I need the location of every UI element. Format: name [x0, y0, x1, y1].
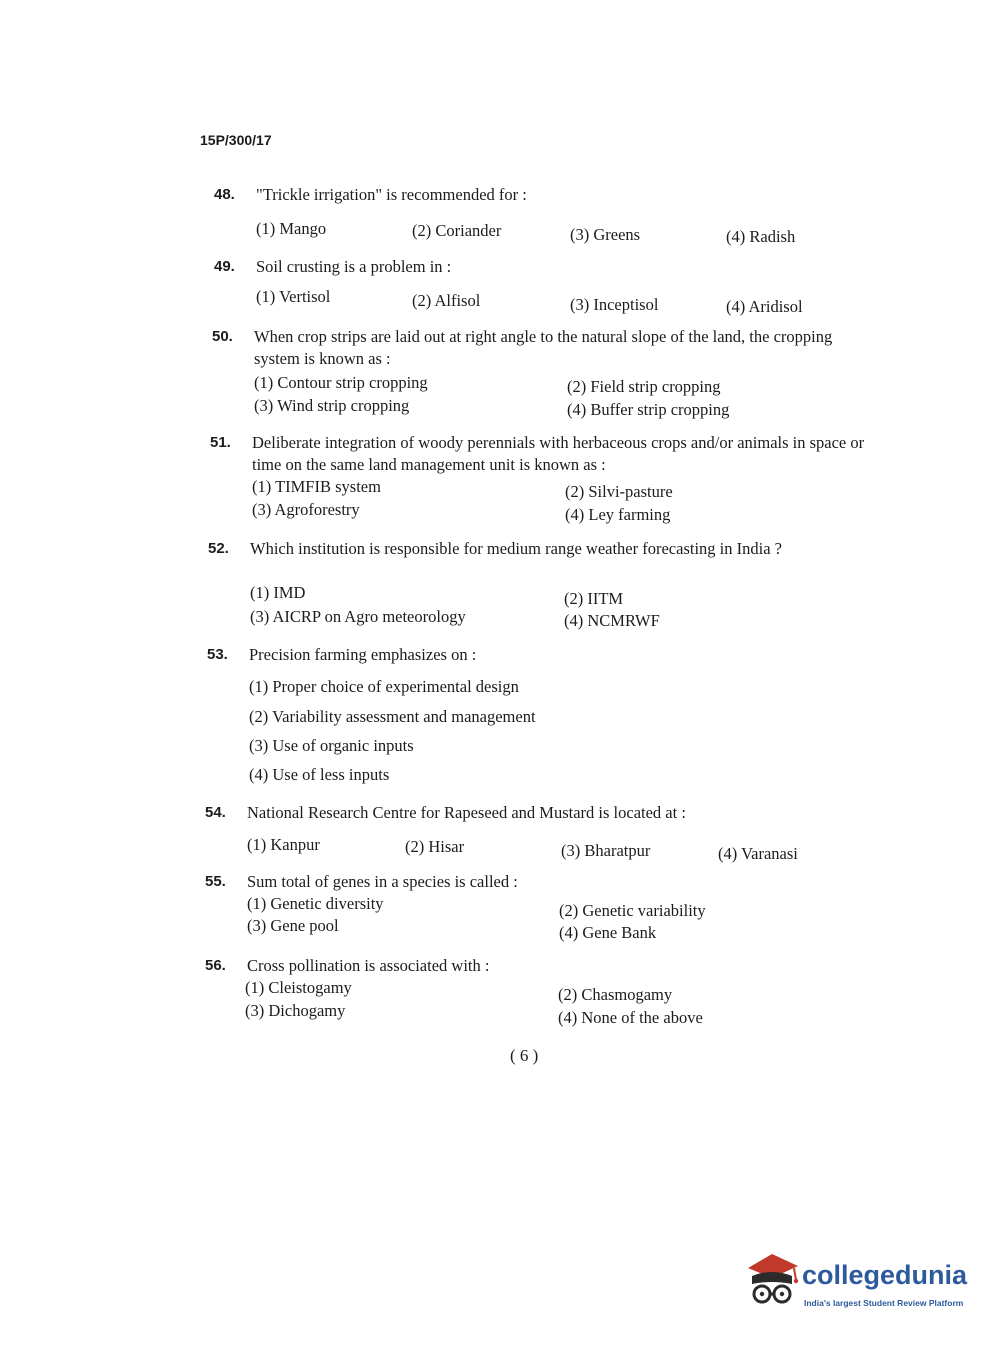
question-text: When crop strips are laid out at right angle to the natural slope of the land, the cropping system is known as :: [254, 327, 833, 368]
option-3: (3) Gene pool: [247, 916, 339, 935]
option-3: (3) Bharatpur: [561, 841, 651, 860]
option-2: (2) Coriander: [412, 221, 502, 240]
option-1: (1) IMD: [250, 583, 306, 602]
option-2: (2) Alfisol: [412, 291, 481, 310]
question-50: [212, 326, 892, 426]
option-3: (3) Dichogamy: [245, 1001, 346, 1020]
question-number: 52.: [208, 540, 229, 557]
question-number: 55.: [205, 873, 226, 890]
collegedunia-watermark: [742, 1250, 972, 1320]
question-number: 48.: [214, 186, 235, 203]
option-4: (4) Gene Bank: [559, 923, 657, 942]
option-3: (3) Greens: [570, 225, 641, 244]
question-56: [205, 955, 885, 1035]
question-text: "Trickle irrigation" is recommended for :: [256, 185, 527, 204]
paper-code: 15P/300/17: [200, 132, 272, 148]
option-1: (1) Mango: [256, 219, 327, 238]
option-1: (1) Kanpur: [247, 835, 320, 854]
option-4: (4) Use of less inputs: [249, 765, 390, 784]
logo-name: collegedunia: [802, 1260, 968, 1290]
question-number: 54.: [205, 804, 226, 821]
option-4: (4) None of the above: [558, 1008, 703, 1027]
question-text: Precision farming emphasizes on :: [249, 645, 477, 664]
question-51: [210, 432, 890, 532]
option-2: (2) Hisar: [405, 837, 465, 856]
option-2: (2) Chasmogamy: [558, 985, 673, 1004]
question-number: 56.: [205, 957, 226, 974]
question-number: 51.: [210, 434, 231, 451]
option-4: (4) Ley farming: [565, 505, 671, 524]
option-1: (1) Cleistogamy: [245, 978, 352, 997]
page-number: ( 6 ): [510, 1046, 539, 1065]
option-4: (4) Buffer strip cropping: [567, 400, 730, 419]
question-text: Cross pollination is associated with :: [247, 956, 490, 975]
option-3: (3) AICRP on Agro meteorology: [250, 607, 466, 626]
question-number: 49.: [214, 258, 235, 275]
question-53: [207, 644, 887, 784]
option-1: (1) Vertisol: [256, 287, 331, 306]
option-1: (1) Genetic diversity: [247, 894, 384, 913]
option-4: (4) Radish: [726, 227, 796, 246]
option-2: (2) Silvi-pasture: [565, 482, 673, 501]
option-3: (3) Wind strip cropping: [254, 396, 410, 415]
option-2: (2) Genetic variability: [559, 901, 706, 920]
option-4: (4) Aridisol: [726, 297, 803, 316]
question-text: Sum total of genes in a species is called :: [247, 872, 518, 891]
option-4: (4) NCMRWF: [564, 611, 660, 630]
option-3: (3) Inceptisol: [570, 295, 659, 314]
student-mascot-icon: [742, 1250, 802, 1314]
logo-tagline: India's largest Student Review Platform: [804, 1298, 964, 1308]
question-text: Which institution is responsible for medium range weather forecasting in India ?: [250, 539, 782, 558]
question-text: National Research Centre for Rapeseed and Mustard is located at :: [247, 803, 686, 822]
question-text: Deliberate integration of woody perennials with herbaceous crops and/or animals in space or time on the same land management unit is known as :: [252, 433, 865, 474]
question-55: [205, 871, 885, 951]
question-54: [205, 802, 885, 862]
question-48: [214, 184, 894, 244]
option-2: (2) Field strip cropping: [567, 377, 721, 396]
option-4: (4) Varanasi: [718, 844, 798, 863]
option-1: (1) TIMFIB system: [252, 477, 381, 496]
question-text: Soil crusting is a problem in :: [256, 257, 452, 276]
option-1: (1) Proper choice of experimental design: [249, 677, 519, 696]
option-2: (2) Variability assessment and management: [249, 707, 536, 726]
option-1: (1) Contour strip cropping: [254, 373, 428, 392]
option-2: (2) IITM: [564, 589, 624, 608]
option-3: (3) Use of organic inputs: [249, 736, 414, 755]
question-52: [208, 538, 888, 638]
option-3: (3) Agroforestry: [252, 500, 360, 519]
question-number: 53.: [207, 646, 228, 663]
question-number: 50.: [212, 328, 233, 345]
question-49: [214, 256, 894, 316]
